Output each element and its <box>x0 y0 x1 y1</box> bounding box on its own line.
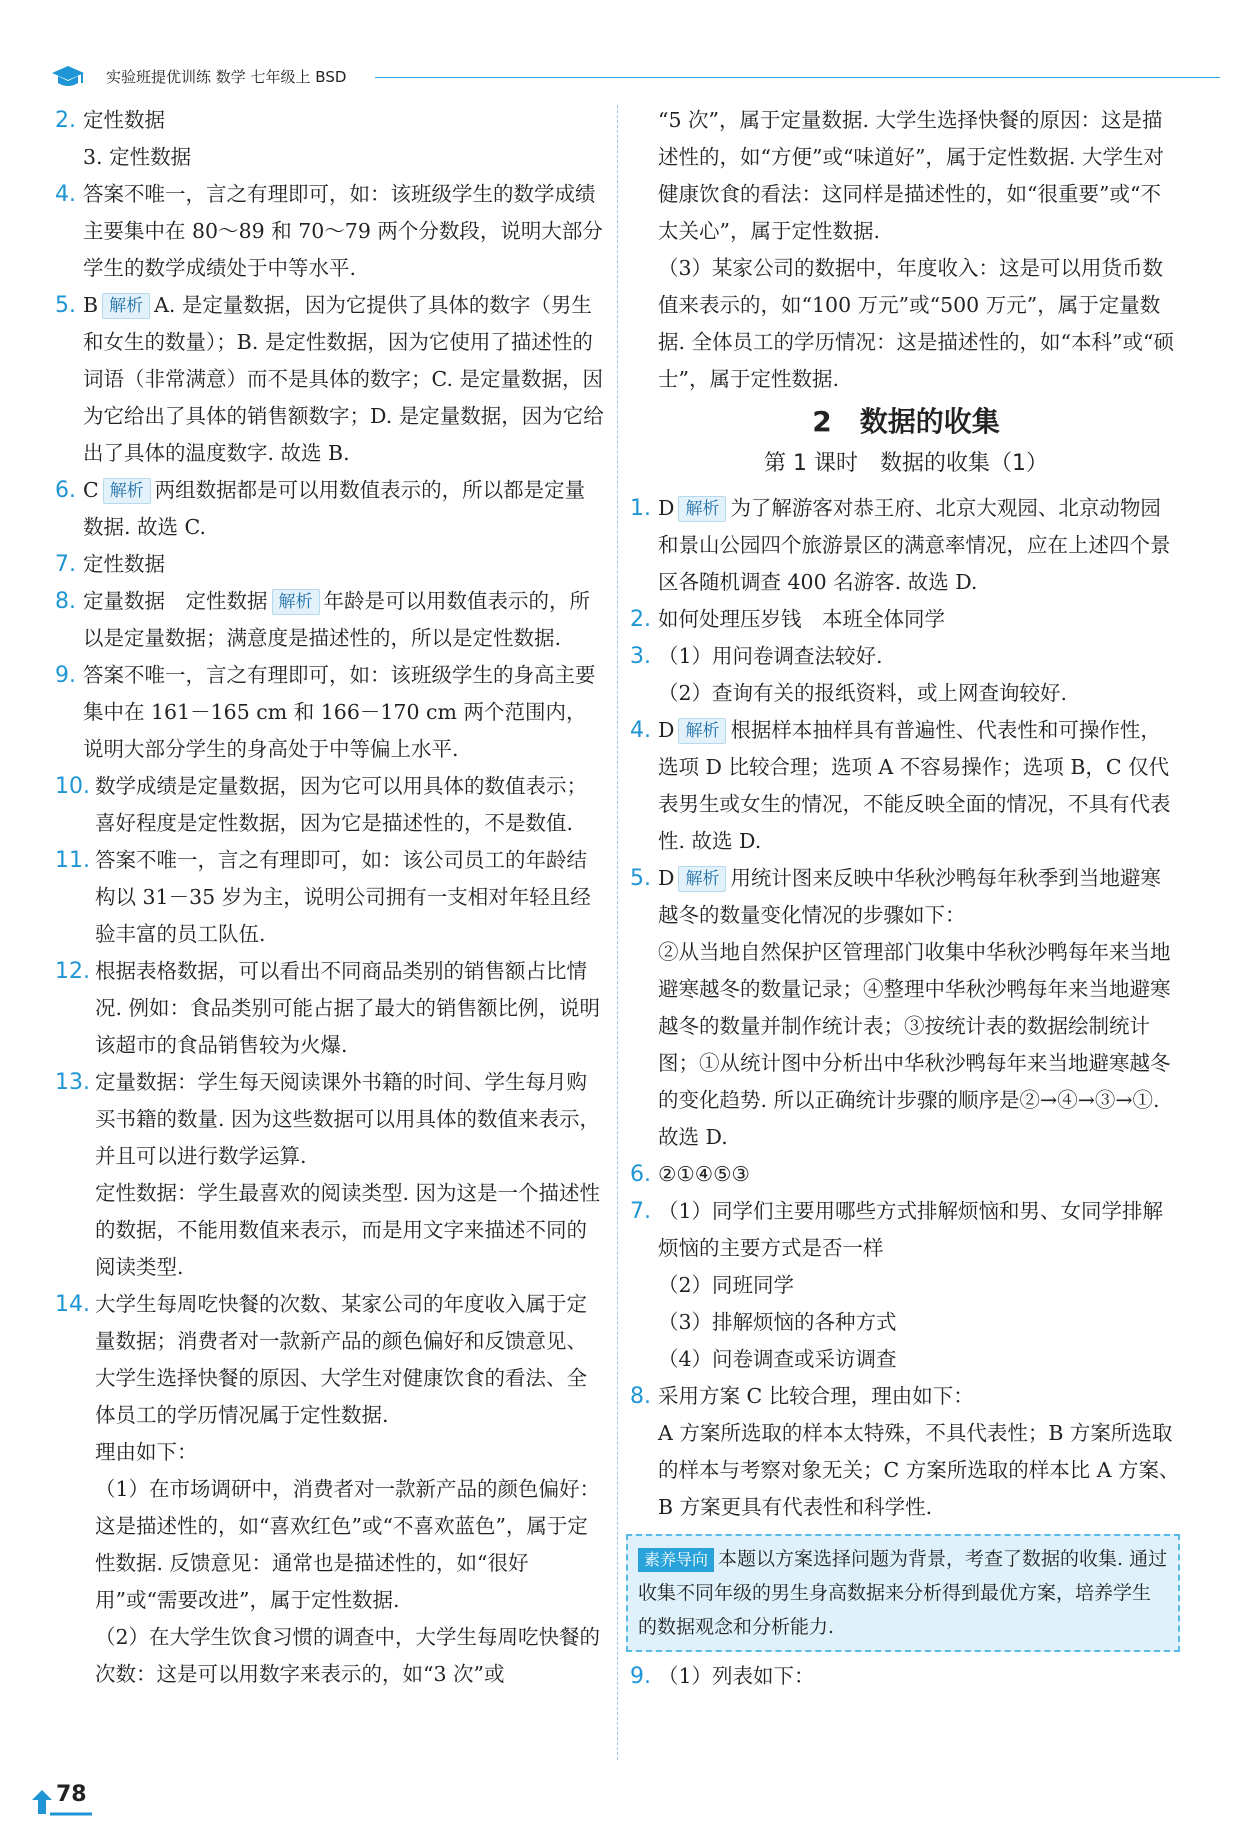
answer-text: 为了解游客对恭王府、北京大观园、北京动物园和景山公园四个旅游景区的满意率情况，应在上述四个景区各随机调查 400 名游客. 故选 D. <box>658 496 1171 594</box>
answer-text: ②从当地自然保护区管理部门收集中华秋沙鸭每年来当地避寒越冬的数量记录；④整理中华秋沙鸭每年来当地避寒越冬的数量并制作统计表；③按统计表的数据绘制统计图；①从统计图中分析出中华秋沙鸭每年来当地避寒越冬的变化趋势. 所以正确统计步骤的顺序是②→④→③→①. <box>658 940 1171 1112</box>
answer-item <box>57 176 605 287</box>
right-column <box>632 102 1180 1695</box>
answer-text: 定量数据：学生每天阅读课外书籍的时间、学生每月购买书籍的数量. 因为这些数据可以用具体的数值来表示，并且可以进行数学运算. <box>95 1070 601 1168</box>
answer-number: 10. <box>55 774 90 799</box>
answer-number: 7. <box>630 1199 651 1224</box>
answer-text: 数学成绩是定量数据，因为它可以用具体的数值表示；喜好程度是定性数据，因为它是描述性的，不是数值. <box>95 774 587 835</box>
right-answers <box>632 490 1180 1526</box>
answer-number: 5. <box>630 866 651 891</box>
answer-line <box>658 490 1180 601</box>
answer-number: 12. <box>55 959 90 984</box>
note-tag: 素养导向 <box>638 1548 714 1572</box>
answer-item <box>57 657 605 768</box>
answer-number: 6. <box>630 1162 651 1187</box>
column-divider <box>617 105 618 1760</box>
analysis-tag: 解析 <box>103 478 151 504</box>
analysis-tag: 解析 <box>102 293 150 319</box>
answer-text: （2）同班同学 <box>658 1273 795 1297</box>
answer-item <box>57 287 605 472</box>
answer-item <box>57 102 605 176</box>
answer-text: 根据表格数据，可以看出不同商品类别的销售额占比情况. 例如：食品类别可能占据了最大的销售额比例，说明该超市的食品销售较为火爆. <box>95 959 601 1057</box>
page-header <box>50 62 1180 92</box>
answer-text: （1）同学们主要用哪些方式排解烦恼和男、女同学排解烦恼的主要方式是否一样 <box>658 1199 1164 1260</box>
answer-number: 8. <box>630 1384 651 1409</box>
analysis-tag: 解析 <box>272 589 320 615</box>
answer-number: 14. <box>55 1292 90 1317</box>
answer-text: （2）在大学生饮食习惯的调查中，大学生每周吃快餐的次数：这是可以用数字来表示的，如“3 次”或 <box>95 1625 601 1686</box>
answer-number: 9. <box>630 1664 651 1689</box>
answer-line <box>658 712 1180 860</box>
answer-choice: C <box>83 478 99 502</box>
answer-text: 年龄是可以用数值表示的，所以是定量数据；满意度是描述性的，所以是定性数据. <box>83 589 590 650</box>
answer-item <box>57 768 605 842</box>
analysis-tag: 解析 <box>678 718 726 744</box>
answer-item <box>632 638 1180 712</box>
answer-text: 答案不唯一，言之有理即可，如：该公司员工的年龄结构以 31－35 岁为主，说明公司拥有一支相对年轻且经验丰富的员工队伍. <box>95 848 591 946</box>
answer-line <box>83 583 605 657</box>
header-title: 实验班提优训练 数学 七年级上 BSD <box>106 68 347 86</box>
answer-text: 采用方案 C 比较合理，理由如下： <box>658 1384 974 1408</box>
answer-item <box>57 583 605 657</box>
answer-text: 定性数据：学生最喜欢的阅读类型. 因为这是一个描述性的数据，不能用数值来表示，而是用文字来描述不同的阅读类型. <box>95 1181 601 1279</box>
answer-text: 答案不唯一，言之有理即可，如：该班级学生的数学成绩主要集中在 80～89 和 70～79 两个分数段，说明大部分学生的数学成绩处于中等水平. <box>83 182 603 280</box>
answer-number: 5. <box>55 293 76 318</box>
answer-text: 大学生每周吃快餐的次数、某家公司的年度收入属于定量数据；消费者对一款新产品的颜色偏好和反馈意见、大学生选择快餐的原因、大学生对健康饮食的看法、全体员工的学历情况属于定性数据. <box>95 1292 587 1427</box>
answer-item <box>632 1156 1180 1193</box>
answer-item <box>632 1193 1180 1378</box>
answer-item <box>57 1064 605 1286</box>
lesson-subtitle: 第 1 课时 数据的收集（1） <box>764 451 1048 476</box>
answer-item <box>632 860 1180 1156</box>
continued-answer-14 <box>632 102 1180 398</box>
answer-text: 根据样本抽样具有普遍性、代表性和可操作性，选项 D 比较合理；选项 A 不容易操作；选项 B，C 仅代表男生或女生的情况，不能反映全面的情况，不具有代表性. 故选 D. <box>658 718 1171 853</box>
graduation-cap-icon <box>50 64 86 90</box>
answer-text: （1）用问卷调查法较好. <box>658 644 883 668</box>
answer-number: 4. <box>55 182 76 207</box>
answer-number: 3. <box>630 644 651 669</box>
answer-text: （1）在市场调研中，消费者对一款新产品的颜色偏好：这是描述性的，如“喜欢红色”或“不喜欢蓝色”，属于定性数据. 反馈意见：通常也是描述性的，如“很好用”或“需要改进”，属于定性数据. <box>95 1477 601 1612</box>
analysis-tag: 解析 <box>678 866 726 892</box>
answer-number: 2. <box>630 607 651 632</box>
answer-number: 2. <box>55 108 76 133</box>
answer-text: （4）问卷调查或采访调查 <box>658 1347 897 1371</box>
answer-number: 9. <box>55 663 76 688</box>
answer-text: 理由如下： <box>95 1440 198 1464</box>
answer-line <box>658 860 1180 934</box>
answer-text: 两组数据都是可以用数值表示的，所以都是定量数据. 故选 C. <box>83 478 586 539</box>
page-number-box <box>30 1780 92 1816</box>
answer-text: （3）某家公司的数据中，年度收入：这是可以用货币数值来表示的，如“100 万元”或“500 万元”，属于定量数据. 全体员工的学历情况：这是描述性的，如“本科”或“硕士”，属于定性数据. <box>658 256 1174 391</box>
answer-text: 3. 定性数据 <box>83 145 192 169</box>
answer-number: 6. <box>55 478 76 503</box>
answer-item <box>632 490 1180 601</box>
left-column <box>57 102 605 1693</box>
answer-line <box>83 472 605 546</box>
answer-choice: D <box>658 866 675 890</box>
answer-number: 13. <box>55 1070 90 1095</box>
literacy-note <box>626 1534 1180 1652</box>
answer-choice: 定量数据 定性数据 <box>83 589 268 613</box>
note-text: 本题以方案选择问题为背景，考查了数据的收集. 通过收集不同年级的男生身高数据来分析得到最优方案，培养学生的数据观念和分析能力. <box>638 1548 1168 1638</box>
page-number: 78 <box>56 1782 87 1807</box>
answer-item <box>632 712 1180 860</box>
answer-text: A 方案所选取的样本太特殊，不具代表性；B 方案所选取的样本与考察对象无关；C 方案所选取的样本比 A 方案、B 方案更具有代表性和科学性. <box>658 1421 1180 1519</box>
answer-item <box>57 472 605 546</box>
answer-text: 定性数据 <box>83 108 165 132</box>
answer-choice: D <box>658 718 675 742</box>
answer-item-9 <box>632 1658 1180 1695</box>
answer-number: 8. <box>55 589 76 614</box>
answer-text: 定性数据 <box>83 552 165 576</box>
answer-text: ②①④⑤③ <box>658 1162 750 1186</box>
answer-text: A. 是定量数据，因为它提供了具体的数字（男生和女生的数量）；B. 是定性数据，因为它使用了描述性的词语（非常满意）而不是具体的数字；C. 是定量数据，因为它给出了具体的销售额数字；D. 是定量数据，因为它给出了具体的温度数字. 故选 B. <box>83 293 604 465</box>
answer-text: 用统计图来反映中华秋沙鸭每年秋季到当地避寒越冬的数量变化情况的步骤如下： <box>658 866 1161 927</box>
answer-choice: B <box>83 293 99 317</box>
analysis-tag: 解析 <box>678 496 726 522</box>
section-title: 2 数据的收集 <box>812 405 1000 438</box>
answer-item <box>57 546 605 583</box>
answer-text: “5 次”，属于定量数据. 大学生选择快餐的原因：这是描述性的，如“方便”或“味道好”，属于定性数据. 大学生对健康饮食的看法：这同样是描述性的，如“很重要”或“不太关心”，属于定性数据. <box>658 108 1164 243</box>
answer-number: 11. <box>55 848 90 873</box>
answer-number: 7. <box>55 552 76 577</box>
answer-choice: D <box>658 496 675 520</box>
header-rule <box>375 77 1220 78</box>
answer-text: （2）查询有关的报纸资料，或上网查询较好. <box>658 681 1068 705</box>
answer-item <box>632 1378 1180 1526</box>
answer-text: 故选 D. <box>658 1125 728 1149</box>
answer-number: 4. <box>630 718 651 743</box>
answer-item <box>57 842 605 953</box>
answer-text: （3）排解烦恼的各种方式 <box>658 1310 897 1334</box>
answer-item <box>57 1286 605 1693</box>
answer-item <box>57 953 605 1064</box>
answer-line <box>83 287 605 472</box>
answer-number: 1. <box>630 496 651 521</box>
answer-text: （1）列表如下： <box>658 1664 815 1688</box>
answer-text: 答案不唯一，言之有理即可，如：该班级学生的身高主要集中在 161－165 cm 和 166－170 cm 两个范围内，说明大部分学生的身高处于中等偏上水平. <box>83 663 596 761</box>
answer-item <box>632 601 1180 638</box>
answer-text: 如何处理压岁钱 本班全体同学 <box>658 607 945 631</box>
